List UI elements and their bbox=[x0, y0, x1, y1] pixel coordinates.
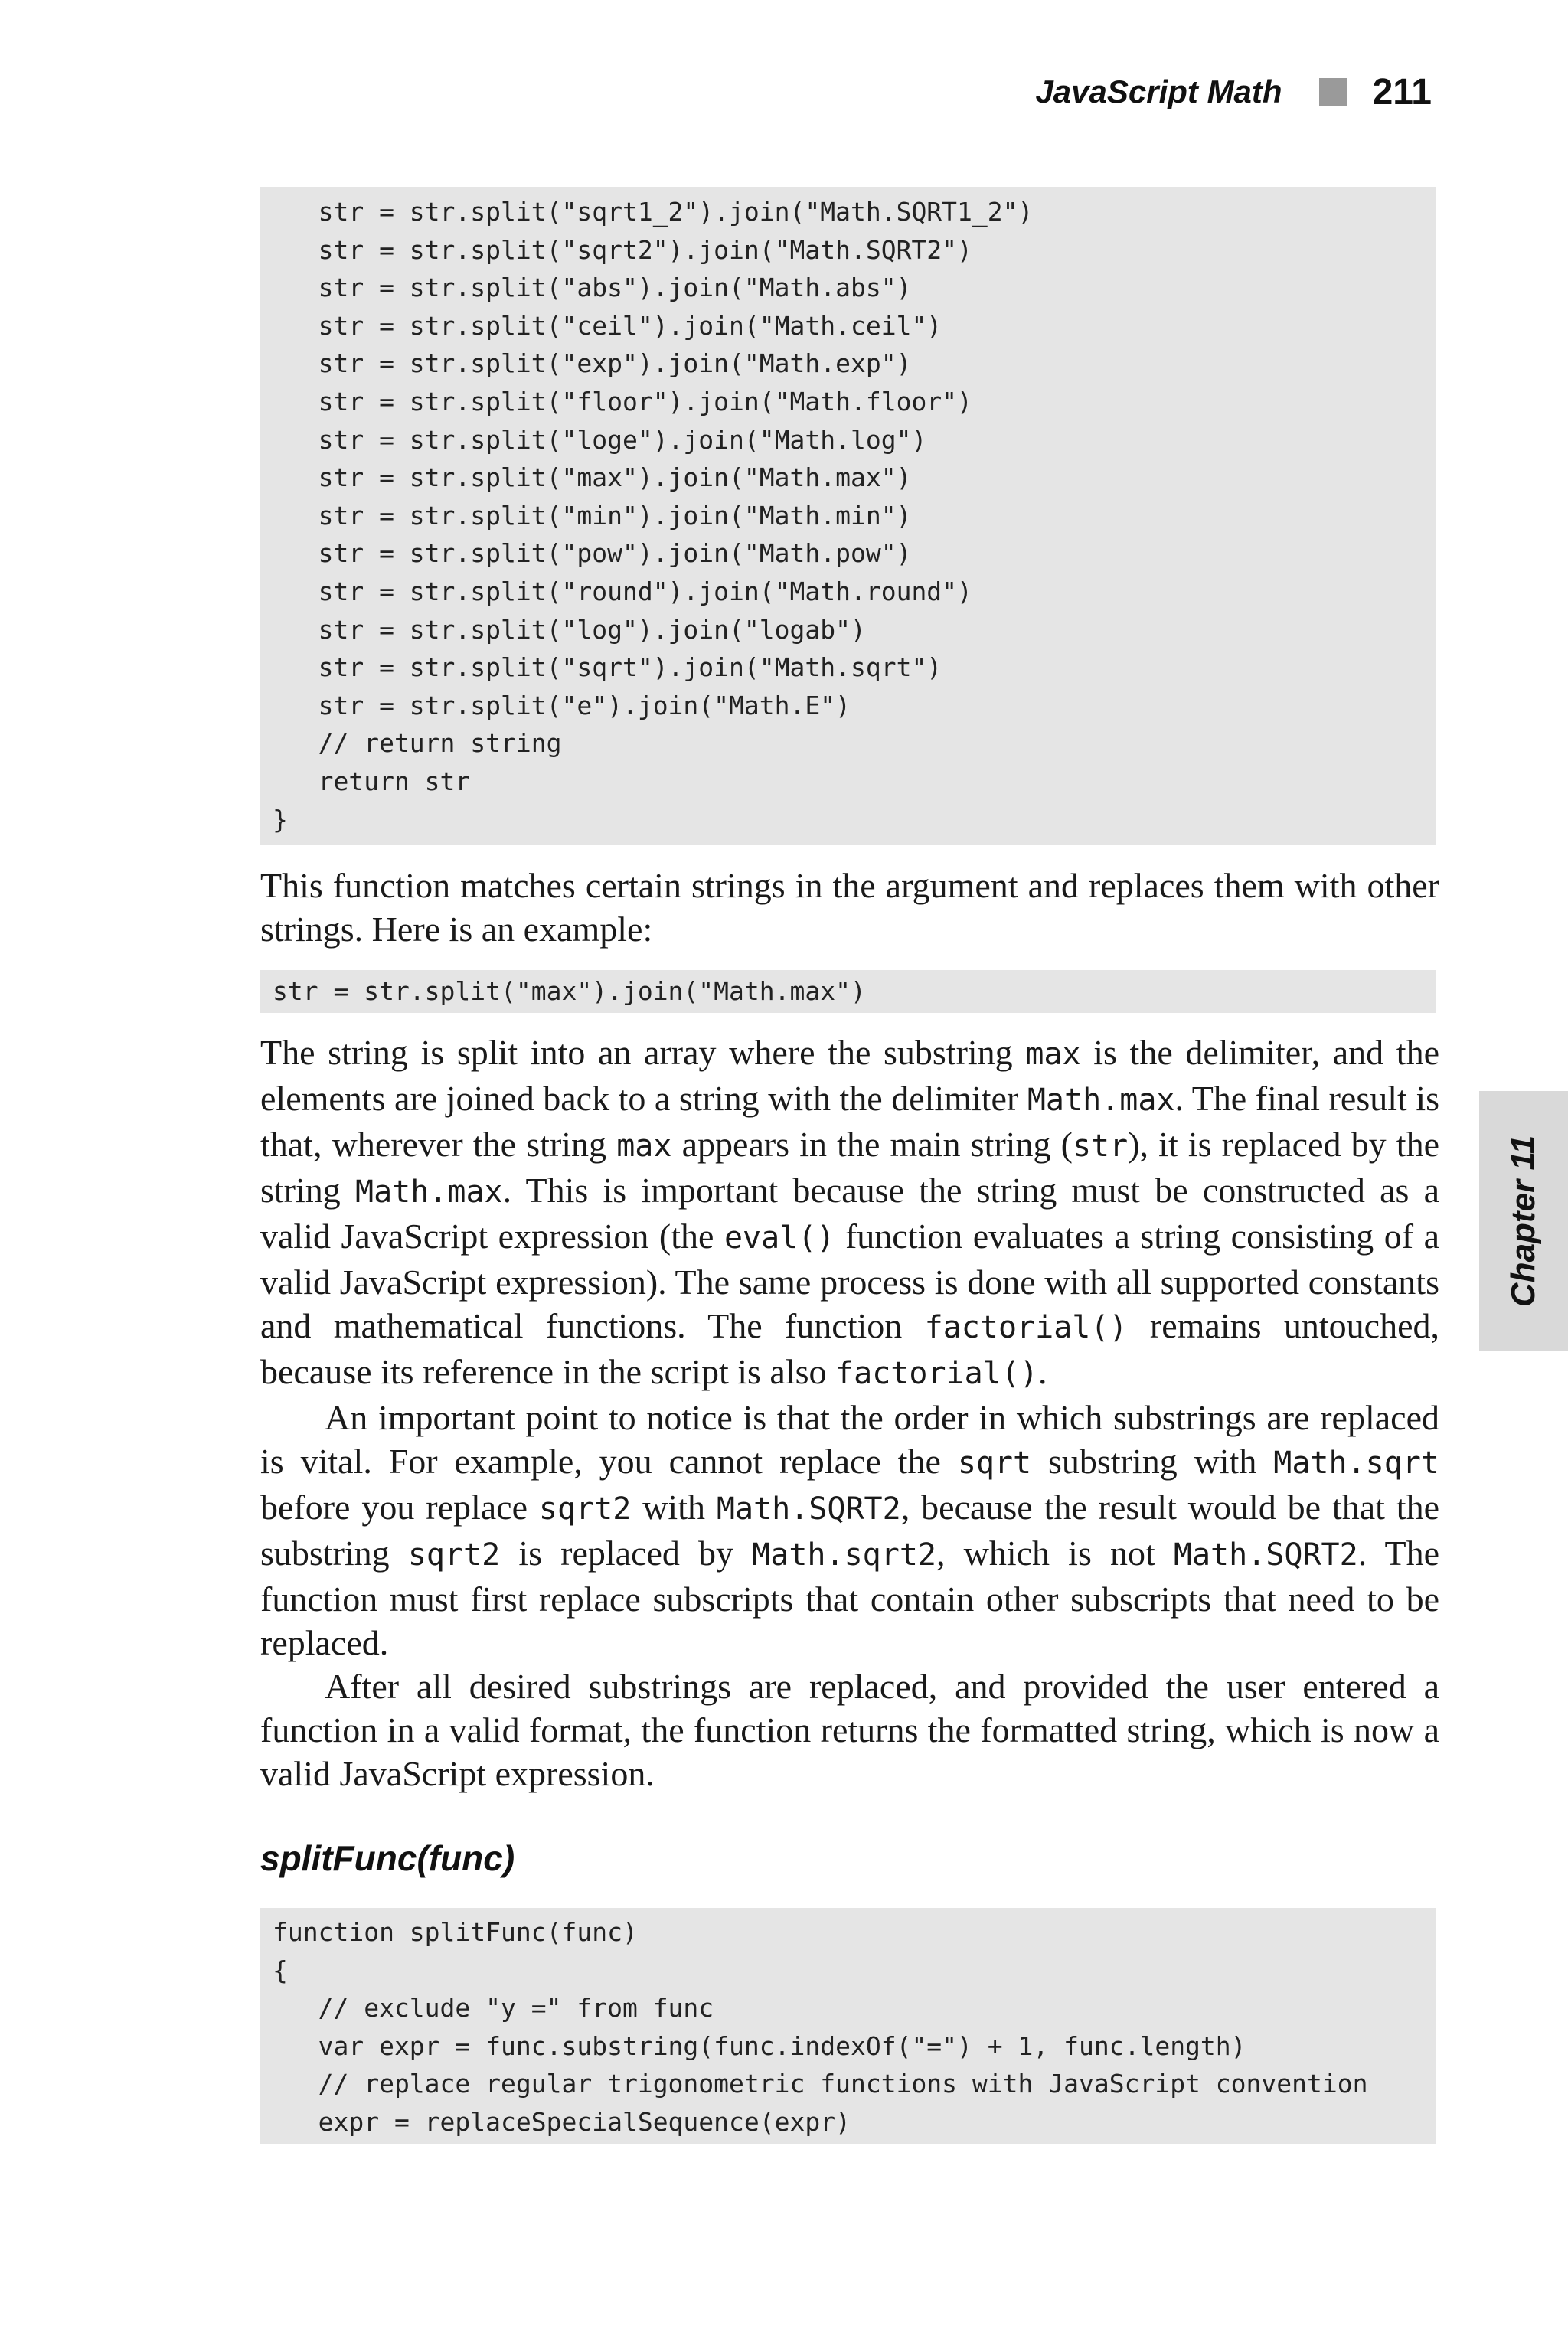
code-line: str = str.split("sqrt").join("Math.sqrt") bbox=[273, 652, 942, 683]
inline-code: factorial() bbox=[835, 1356, 1038, 1391]
code-line: str = str.split("exp").join("Math.exp") bbox=[273, 348, 912, 379]
code-line: str = str.split("abs").join("Math.abs") bbox=[273, 273, 912, 303]
inline-code: Math.sqrt2 bbox=[752, 1537, 936, 1573]
text-run: An important point to notice is that the order in which substrings are replaced is vital. For example, you cannot replace the bbox=[260, 1398, 1439, 1481]
code-block-example bbox=[260, 970, 1436, 1013]
code-line: str = str.split("ceil").join("Math.ceil") bbox=[273, 310, 942, 341]
section-heading: splitFunc(func) bbox=[260, 1838, 515, 1878]
code-line: str = str.split("round").join("Math.round") bbox=[273, 576, 972, 606]
inline-code: str bbox=[1072, 1129, 1129, 1164]
chapter-tab-label: Chapter 11 bbox=[1504, 1135, 1542, 1308]
code-line: str = str.split("sqrt1_2").join("Math.SQRT1_2") bbox=[273, 197, 1034, 227]
inline-code: Math.max bbox=[1027, 1083, 1175, 1118]
inline-code: max bbox=[1025, 1037, 1081, 1072]
code-line: } bbox=[273, 804, 288, 835]
page-header bbox=[1035, 67, 1432, 116]
text-run: before you replace bbox=[260, 1488, 539, 1527]
code-line: str = str.split("min").join("Math.min") bbox=[273, 500, 912, 531]
paragraph: This function matches certain strings in the argument and replaces them with other strings. Here is an example: bbox=[260, 866, 1439, 949]
text-run: , which is not bbox=[936, 1534, 1174, 1573]
code-line: str = str.split("pow").join("Math.pow") bbox=[273, 538, 912, 569]
header-square-icon bbox=[1319, 78, 1347, 106]
code-line: function splitFunc(func) bbox=[273, 1917, 638, 1947]
code-line: str = str.split("log").join("logab") bbox=[273, 614, 866, 645]
code-line: // exclude "y =" from func bbox=[273, 1993, 714, 2024]
inline-code: sqrt2 bbox=[538, 1491, 632, 1527]
paragraph: After all desired substrings are replaced, and provided the user entered a function in a valid format, the function returns the formatted string, which is now a valid JavaScript expression. bbox=[260, 1667, 1439, 1793]
text-run: substring with bbox=[1031, 1442, 1274, 1481]
text-run: , because the result would be that the substring bbox=[260, 1488, 1439, 1573]
text-run: remains untouched, because its reference in the script is also bbox=[260, 1306, 1439, 1391]
running-header-title: JavaScript Math bbox=[1035, 74, 1282, 109]
text-run: appears in the main string ( bbox=[671, 1125, 1073, 1164]
text-run: function evaluates a string consisting of a valid JavaScript expression). The same process is done with all supported constants and mathematical functions. The function bbox=[260, 1217, 1440, 1345]
inline-code: factorial() bbox=[924, 1310, 1128, 1345]
paragraph bbox=[260, 1031, 1439, 1396]
code-line: str = str.split("max").join("Math.max") bbox=[273, 976, 866, 1006]
inline-code: Math.SQRT2 bbox=[1173, 1537, 1358, 1573]
body-text-explanation bbox=[260, 1031, 1439, 1795]
code-line: // return string bbox=[273, 728, 562, 759]
text-run: The string is split into an array where the substring bbox=[260, 1033, 1026, 1072]
text-run: . bbox=[1037, 1352, 1047, 1391]
code-line: return str bbox=[273, 766, 471, 796]
paragraph bbox=[260, 1396, 1439, 1664]
text-run: is the delimiter, and the elements are joined back to a string with the delimiter bbox=[260, 1033, 1439, 1118]
text-run: . The function must first replace subscripts that contain other subscripts that need to be replaced. bbox=[260, 1534, 1440, 1662]
text-run: . The final result is that, wherever the string bbox=[260, 1079, 1440, 1164]
code-line: str = str.split("max").join("Math.max") bbox=[273, 462, 912, 493]
inline-code: eval() bbox=[724, 1220, 835, 1256]
inline-code: sqrt2 bbox=[407, 1537, 501, 1573]
code-block-splitfunc bbox=[260, 1908, 1436, 2144]
inline-code: max bbox=[616, 1129, 672, 1164]
code-block-replace-sequence bbox=[260, 187, 1436, 845]
code-line: { bbox=[273, 1955, 288, 1985]
text-run: . This is important because the string must be constructed as a valid JavaScript expression (the bbox=[260, 1171, 1439, 1256]
inline-code: sqrt bbox=[957, 1446, 1032, 1481]
page-number: 211 bbox=[1372, 71, 1432, 113]
code-line: var expr = func.substring(func.indexOf("=") + 1, func.length) bbox=[273, 2030, 1246, 2061]
code-line: // replace regular trigonometric functions with JavaScript convention bbox=[273, 2069, 1368, 2099]
code-line: str = str.split("e").join("Math.E") bbox=[273, 690, 851, 720]
text-run: ), it is replaced by the string bbox=[260, 1125, 1440, 1210]
text-run: is replaced by bbox=[500, 1534, 753, 1573]
inline-code: Math.sqrt bbox=[1273, 1446, 1440, 1481]
code-line: str = str.split("loge").join("Math.log") bbox=[273, 424, 927, 455]
code-line: str = str.split("sqrt2").join("Math.SQRT2") bbox=[273, 234, 972, 265]
chapter-tab bbox=[1479, 1091, 1568, 1351]
body-text-intro bbox=[260, 864, 1439, 951]
code-line: str = str.split("floor").join("Math.floor") bbox=[273, 386, 972, 416]
inline-code: Math.max bbox=[354, 1174, 503, 1210]
text-run: with bbox=[631, 1488, 717, 1527]
code-line: expr = replaceSpecialSequence(expr) bbox=[273, 2106, 851, 2137]
inline-code: Math.SQRT2 bbox=[716, 1491, 901, 1527]
